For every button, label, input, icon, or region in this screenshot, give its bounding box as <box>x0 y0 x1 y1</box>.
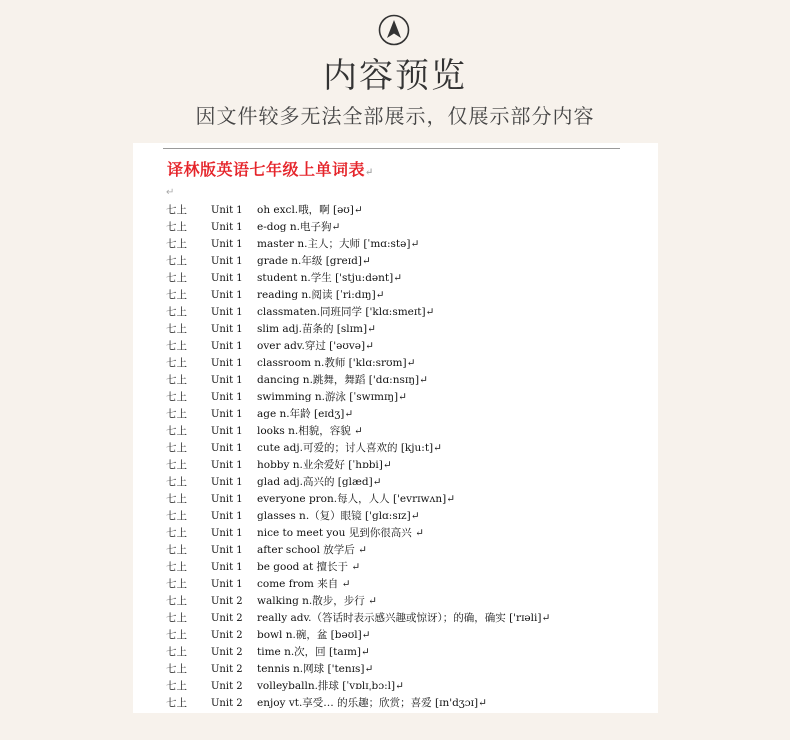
vocabulary-row <box>166 372 656 389</box>
unit-cell: Unit 1 <box>211 205 243 216</box>
entry-cell: be good at 擅长于 ↵ <box>257 561 361 573</box>
entry-cell: everyone pron.每人，人人 ['evrɪwʌn]↵ <box>257 493 456 505</box>
document-title-text: 译林版英语七年级上单词表 <box>167 160 366 179</box>
vocabulary-row <box>166 202 656 219</box>
entry-cell: really adv.（答话时表示感兴趣或惊讶）；的确，确实 ['rɪəli]↵ <box>257 612 551 624</box>
paragraph-mark-icon: ↵ <box>365 167 374 178</box>
grade-cell: 七上 <box>166 646 187 658</box>
grade-cell: 七上 <box>166 306 187 318</box>
grade-cell: 七上 <box>166 238 187 250</box>
vocabulary-row <box>166 253 656 270</box>
entry-cell: hobby n.业余爱好 [ˈhɒbi]↵ <box>257 459 392 471</box>
grade-cell: 七上 <box>166 221 187 233</box>
vocabulary-row <box>166 491 656 508</box>
empty-paragraph-mark-icon: ↵ <box>166 187 175 198</box>
vocabulary-row <box>166 236 656 253</box>
vocabulary-row <box>166 406 656 423</box>
entry-cell: enjoy vt.享受… 的乐趣；欣赏；喜爱 [ɪn'dʒɔɪ]↵ <box>257 697 487 709</box>
entry-cell: reading n.阅读 [ˈri:dɪŋ]↵ <box>257 289 385 301</box>
grade-cell: 七上 <box>166 425 187 437</box>
grade-cell: 七上 <box>166 374 187 386</box>
ruler-line <box>163 148 620 149</box>
entry-cell: walking n.散步，步行 ↵ <box>257 595 377 607</box>
unit-cell: Unit 1 <box>211 273 243 284</box>
page-subtitle: 因文件较多无法全部展示，仅展示部分内容 <box>195 104 595 128</box>
grade-cell: 七上 <box>166 527 187 539</box>
unit-cell: Unit 2 <box>211 698 243 709</box>
unit-cell: Unit 2 <box>211 630 243 641</box>
unit-cell: Unit 1 <box>211 477 243 488</box>
grade-cell: 七上 <box>166 289 187 301</box>
entry-cell: age n.年龄 [eɪdʒ]↵ <box>257 408 354 420</box>
vocabulary-row <box>166 576 656 593</box>
document-preview <box>133 143 658 713</box>
entry-cell: classroom n.教师 ['klɑ:srʊm]↵ <box>257 357 416 369</box>
vocabulary-row <box>166 321 656 338</box>
grade-cell: 七上 <box>166 629 187 641</box>
unit-cell: Unit 1 <box>211 443 243 454</box>
grade-cell: 七上 <box>166 272 187 284</box>
vocabulary-row <box>166 423 656 440</box>
unit-cell: Unit 1 <box>211 358 243 369</box>
unit-cell: Unit 1 <box>211 239 243 250</box>
entry-cell: over adv.穿过 ['əʊvə]↵ <box>257 340 374 352</box>
vocabulary-row <box>166 661 656 678</box>
entry-cell: come from 来自 ↵ <box>257 578 351 590</box>
unit-cell: Unit 2 <box>211 681 243 692</box>
unit-cell: Unit 1 <box>211 341 243 352</box>
document-title <box>167 157 374 180</box>
entry-cell: looks n.相貌，容貌 ↵ <box>257 425 363 437</box>
entry-cell: cute adj.可爱的；讨人喜欢的 [kju:t]↵ <box>257 442 442 454</box>
entry-cell: after school 放学后 ↵ <box>257 544 367 556</box>
vocabulary-row <box>166 304 656 321</box>
vocabulary-list <box>166 202 656 712</box>
grade-cell: 七上 <box>166 595 187 607</box>
unit-cell: Unit 1 <box>211 579 243 590</box>
entry-cell: classmaten.同班同学 ['klɑ:smeɪt]↵ <box>257 306 435 318</box>
entry-cell: volleyballn.排球 [ˈvɒlɪˌbɔ:l]↵ <box>257 680 404 692</box>
vocabulary-row <box>166 542 656 559</box>
entry-cell: glasses n.（复）眼镜 ['glɑ:sɪz]↵ <box>257 510 420 522</box>
entry-cell: slim adj.苗条的 [slɪm]↵ <box>257 323 376 335</box>
page-title: 内容预览 <box>323 56 467 96</box>
unit-cell: Unit 2 <box>211 596 243 607</box>
grade-cell: 七上 <box>166 459 187 471</box>
grade-cell: 七上 <box>166 204 187 216</box>
unit-cell: Unit 1 <box>211 545 243 556</box>
grade-cell: 七上 <box>166 476 187 488</box>
unit-cell: Unit 2 <box>211 613 243 624</box>
unit-cell: Unit 1 <box>211 528 243 539</box>
unit-cell: Unit 1 <box>211 290 243 301</box>
vocabulary-row <box>166 474 656 491</box>
vocabulary-row <box>166 355 656 372</box>
grade-cell: 七上 <box>166 510 187 522</box>
vocabulary-row <box>166 627 656 644</box>
grade-cell: 七上 <box>166 697 187 709</box>
unit-cell: Unit 1 <box>211 511 243 522</box>
entry-cell: bowl n.碗，盆 [bəʊl]↵ <box>257 629 371 641</box>
vocabulary-row <box>166 287 656 304</box>
grade-cell: 七上 <box>166 578 187 590</box>
vocabulary-row <box>166 695 656 712</box>
unit-cell: Unit 2 <box>211 647 243 658</box>
entry-cell: nice to meet you 见到你很高兴 ↵ <box>257 527 424 539</box>
vocabulary-row <box>166 644 656 661</box>
unit-cell: Unit 1 <box>211 222 243 233</box>
vocabulary-row <box>166 440 656 457</box>
unit-cell: Unit 1 <box>211 494 243 505</box>
grade-cell: 七上 <box>166 442 187 454</box>
vocabulary-row <box>166 389 656 406</box>
vocabulary-row <box>166 559 656 576</box>
unit-cell: Unit 1 <box>211 392 243 403</box>
grade-cell: 七上 <box>166 544 187 556</box>
vocabulary-row <box>166 678 656 695</box>
entry-cell: time n.次，回 [taɪm]↵ <box>257 646 370 658</box>
entry-cell: student n.学生 ['stju:dənt]↵ <box>257 272 403 284</box>
entry-cell: dancing n.跳舞，舞蹈 ['dɑ:nsɪŋ]↵ <box>257 374 428 386</box>
vocabulary-row <box>166 270 656 287</box>
vocabulary-row <box>166 593 656 610</box>
vocabulary-row <box>166 610 656 627</box>
vocabulary-row <box>166 508 656 525</box>
entry-cell: grade n.年级 [greɪd]↵ <box>257 255 371 267</box>
grade-cell: 七上 <box>166 663 187 675</box>
unit-cell: Unit 1 <box>211 324 243 335</box>
entry-cell: oh excl.哦，啊 [əʊ]↵ <box>257 204 363 216</box>
entry-cell: tennis n.网球 ['tenɪs]↵ <box>257 663 374 675</box>
vocabulary-row <box>166 525 656 542</box>
vocabulary-row <box>166 457 656 474</box>
preview-header <box>0 0 790 140</box>
compass-arrow-icon <box>378 14 410 46</box>
unit-cell: Unit 2 <box>211 664 243 675</box>
unit-cell: Unit 1 <box>211 409 243 420</box>
unit-cell: Unit 1 <box>211 426 243 437</box>
unit-cell: Unit 1 <box>211 460 243 471</box>
entry-cell: e-dog n.电子狗↵ <box>257 221 341 233</box>
grade-cell: 七上 <box>166 612 187 624</box>
grade-cell: 七上 <box>166 408 187 420</box>
unit-cell: Unit 1 <box>211 562 243 573</box>
vocabulary-row <box>166 338 656 355</box>
grade-cell: 七上 <box>166 340 187 352</box>
grade-cell: 七上 <box>166 680 187 692</box>
grade-cell: 七上 <box>166 357 187 369</box>
entry-cell: master n.主人；大师 [ˈmɑ:stə]↵ <box>257 238 420 250</box>
grade-cell: 七上 <box>166 255 187 267</box>
unit-cell: Unit 1 <box>211 375 243 386</box>
vocabulary-row <box>166 219 656 236</box>
unit-cell: Unit 1 <box>211 307 243 318</box>
entry-cell: glad adj.高兴的 [glæd]↵ <box>257 476 382 488</box>
grade-cell: 七上 <box>166 391 187 403</box>
grade-cell: 七上 <box>166 323 187 335</box>
grade-cell: 七上 <box>166 561 187 573</box>
unit-cell: Unit 1 <box>211 256 243 267</box>
entry-cell: swimming n.游泳 [ˈswɪmɪŋ]↵ <box>257 391 407 403</box>
grade-cell: 七上 <box>166 493 187 505</box>
